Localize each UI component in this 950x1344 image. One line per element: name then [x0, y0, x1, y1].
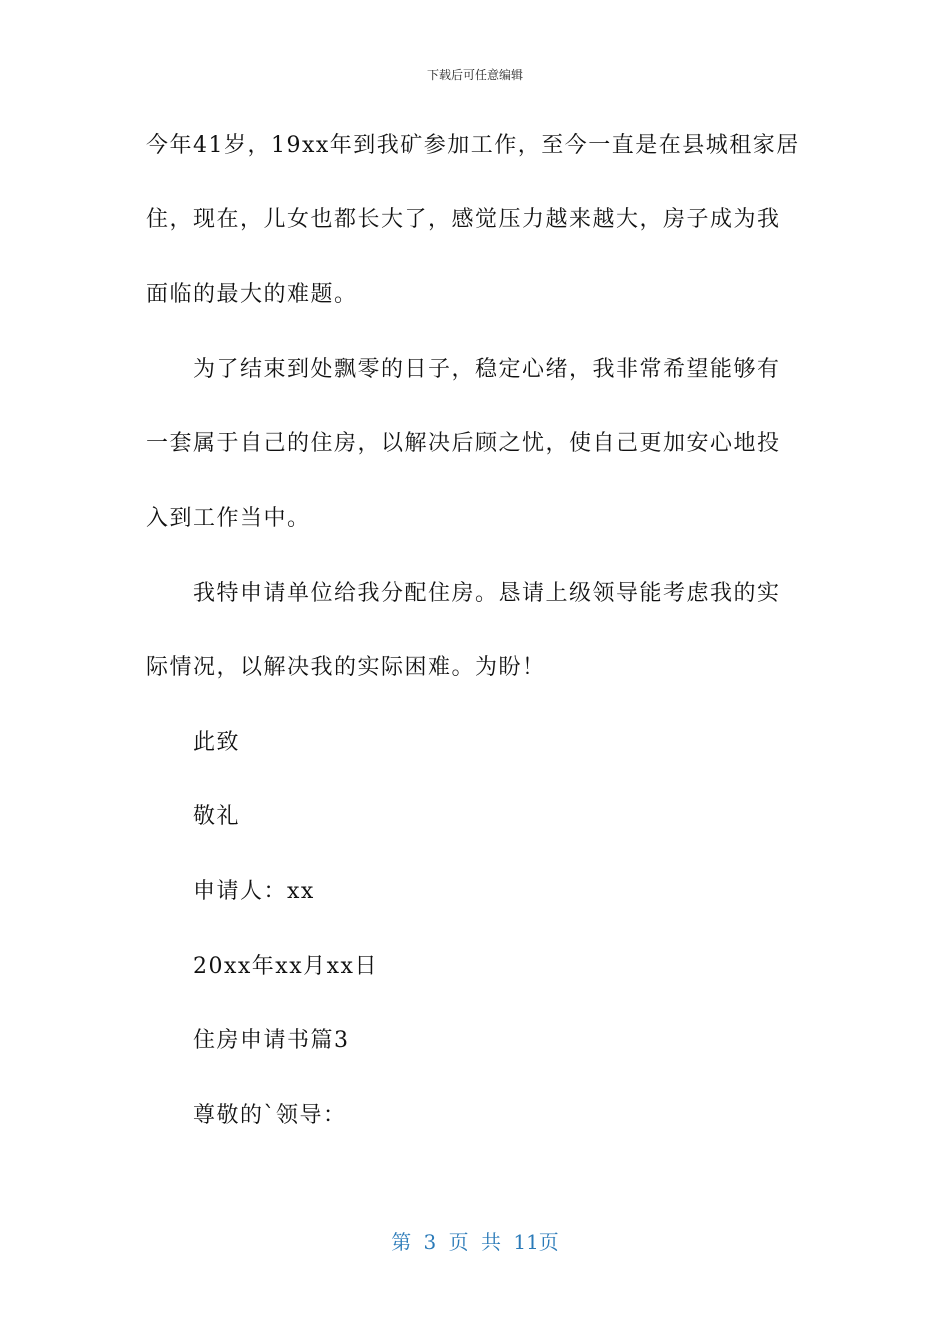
paragraph-line: 我特申请单位给我分配住房。恳请上级领导能考虑我的实 [193, 581, 781, 606]
page-number-footer: 第 3 页 共 11页 [391, 1230, 559, 1254]
paragraph-line: 际情况，以解决我的实际困难。为盼！ [146, 655, 546, 680]
page-header: 下载后可任意编辑 [426, 68, 523, 82]
closing-regards: 敬礼 [193, 804, 241, 829]
paragraph-line: 面临的最大的难题。 [146, 282, 358, 307]
application-date: 20xx年xx月xx日 [193, 954, 378, 979]
paragraph-line: 今年41岁，19xx年到我矿参加工作，至今一直是在县城租家居 [146, 133, 800, 158]
greeting-line: 尊敬的`领导： [193, 1103, 347, 1128]
paragraph-line: 住，现在，儿女也都长大了，感觉压力越来越大，房子成为我 [146, 207, 781, 232]
paragraph-line: 为了结束到处飘零的日子，稳定心绪，我非常希望能够有 [193, 357, 781, 382]
paragraph-line: 一套属于自己的住房，以解决后顾之忧，使自己更加安心地投 [146, 431, 781, 456]
applicant-name: 申请人：xx [193, 879, 315, 904]
section-title: 住房申请书篇3 [193, 1028, 350, 1053]
paragraph-line: 入到工作当中。 [146, 506, 311, 531]
closing-salutation: 此致 [193, 730, 241, 755]
